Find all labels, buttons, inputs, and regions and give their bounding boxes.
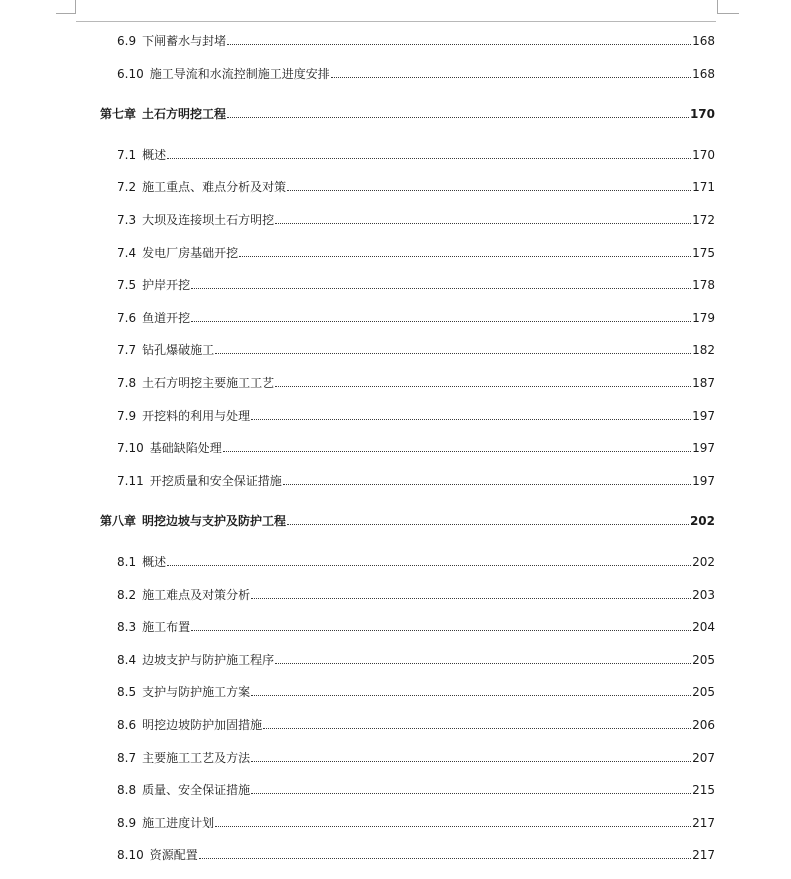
toc-entry-number: 7.2 xyxy=(117,180,137,194)
toc-section-entry[interactable] xyxy=(117,714,715,732)
toc-page-number: 202 xyxy=(689,514,715,528)
toc-dot-leader xyxy=(287,523,689,525)
toc-entry-title: 开挖料的利用与处理 xyxy=(142,409,251,423)
toc-page-number: 197 xyxy=(692,474,715,488)
toc-entry-title: 概述 xyxy=(142,148,167,162)
toc-entry-title: 发电厂房基础开挖 xyxy=(142,246,239,260)
toc-page-number: 197 xyxy=(692,409,715,423)
toc-chapter-entry[interactable] xyxy=(100,103,715,121)
toc-entry-number: 6.9 xyxy=(117,34,137,48)
toc-dot-leader xyxy=(287,189,691,191)
toc-entry-title: 鱼道开挖 xyxy=(142,311,191,325)
toc-entry-title: 施工布置 xyxy=(142,620,191,634)
toc-page-number: 168 xyxy=(692,67,715,81)
toc-dot-leader xyxy=(215,352,691,354)
toc-entry-number: 8.10 xyxy=(117,848,144,862)
toc-entry-number: 8.8 xyxy=(117,783,137,797)
toc-page-number: 197 xyxy=(692,441,715,455)
toc-page-number: 175 xyxy=(692,246,715,260)
toc-entry-title: 护岸开挖 xyxy=(142,278,191,292)
toc-section-entry[interactable] xyxy=(117,372,715,390)
toc-page-number: 168 xyxy=(692,34,715,48)
toc-section-entry[interactable] xyxy=(117,209,715,227)
toc-section-entry[interactable] xyxy=(117,405,715,423)
toc-entry-title: 开挖质量和安全保证措施 xyxy=(149,474,282,488)
toc-page-number: 206 xyxy=(692,718,715,732)
toc-entry-title: 明挖边坡防护加固措施 xyxy=(142,718,263,732)
toc-page-number: 215 xyxy=(692,783,715,797)
crop-mark-left-h xyxy=(56,13,75,14)
toc-dot-leader xyxy=(275,662,691,664)
toc-entry-number: 7.10 xyxy=(117,441,144,455)
toc-dot-leader xyxy=(251,418,691,420)
toc-dot-leader xyxy=(191,629,691,631)
toc-page-number: 172 xyxy=(692,213,715,227)
toc-entry-title: 土石方明挖主要施工工艺 xyxy=(142,376,275,390)
toc-entry-title: 土石方明挖工程 xyxy=(142,107,227,121)
toc-page-number: 217 xyxy=(692,848,715,862)
toc-section-entry[interactable] xyxy=(117,551,715,569)
toc-entry-title: 资源配置 xyxy=(149,848,198,862)
crop-mark-right-h xyxy=(717,13,739,14)
toc-entry-number: 7.8 xyxy=(117,376,137,390)
toc-entry-number: 第八章 xyxy=(100,514,137,528)
toc-dot-leader xyxy=(331,76,691,78)
toc-entry-title: 下闸蓄水与封堵 xyxy=(142,34,227,48)
toc-dot-leader xyxy=(191,320,691,322)
toc-dot-leader xyxy=(167,564,691,566)
toc-entry-number: 8.7 xyxy=(117,751,137,765)
toc-page-number: 205 xyxy=(692,685,715,699)
toc-entry-number: 8.2 xyxy=(117,588,137,602)
toc-dot-leader xyxy=(199,857,691,859)
toc-dot-leader xyxy=(167,157,691,159)
toc-entry-number: 第七章 xyxy=(100,107,137,121)
toc-entry-number: 7.4 xyxy=(117,246,137,260)
toc-entry-number: 7.6 xyxy=(117,311,137,325)
toc-section-entry[interactable] xyxy=(117,30,715,48)
toc-dot-leader xyxy=(239,255,691,257)
toc-page-number: 187 xyxy=(692,376,715,390)
toc-section-entry[interactable] xyxy=(117,307,715,325)
toc-dot-leader xyxy=(283,483,691,485)
toc-entry-number: 8.1 xyxy=(117,555,137,569)
toc-entry-number: 6.10 xyxy=(117,67,144,81)
toc-dot-leader xyxy=(223,450,691,452)
toc-section-entry[interactable] xyxy=(117,779,715,797)
toc-page-number: 170 xyxy=(689,107,715,121)
toc-entry-title: 概述 xyxy=(142,555,167,569)
toc-dot-leader xyxy=(251,694,691,696)
toc-section-entry[interactable] xyxy=(117,176,715,194)
toc-section-entry[interactable] xyxy=(117,844,715,862)
toc-section-entry[interactable] xyxy=(117,681,715,699)
toc-page-number: 205 xyxy=(692,653,715,667)
toc-section-entry[interactable] xyxy=(117,470,715,488)
toc-dot-leader xyxy=(251,760,691,762)
toc-entry-number: 7.1 xyxy=(117,148,137,162)
toc-page-number: 217 xyxy=(692,816,715,830)
toc-entry-title: 施工难点及对策分析 xyxy=(142,588,251,602)
toc-page-number: 202 xyxy=(692,555,715,569)
toc-dot-leader xyxy=(227,43,691,45)
toc-dot-leader xyxy=(263,727,691,729)
toc-entry-title: 施工导流和水流控制施工进度安排 xyxy=(149,67,330,81)
toc-section-entry[interactable] xyxy=(117,437,715,455)
toc-section-entry[interactable] xyxy=(117,616,715,634)
toc-section-entry[interactable] xyxy=(117,812,715,830)
toc-entry-number: 8.4 xyxy=(117,653,137,667)
toc-page-number: 204 xyxy=(692,620,715,634)
toc-entry-number: 7.5 xyxy=(117,278,137,292)
toc-entry-title: 边坡支护与防护施工程序 xyxy=(142,653,275,667)
toc-entry-number: 8.5 xyxy=(117,685,137,699)
toc-dot-leader xyxy=(215,825,691,827)
crop-mark-right xyxy=(717,0,718,14)
toc-section-entry[interactable] xyxy=(117,584,715,602)
toc-section-entry[interactable] xyxy=(117,649,715,667)
page-top-border xyxy=(76,21,716,22)
toc-entry-title: 基础缺陷处理 xyxy=(149,441,222,455)
toc-page-number: 207 xyxy=(692,751,715,765)
toc-entry-title: 质量、安全保证措施 xyxy=(142,783,251,797)
toc-section-entry[interactable] xyxy=(117,63,715,81)
toc-entry-title: 施工进度计划 xyxy=(142,816,215,830)
toc-dot-leader xyxy=(275,385,691,387)
toc-entry-number: 7.3 xyxy=(117,213,137,227)
toc-entry-title: 大坝及连接坝土石方明挖 xyxy=(142,213,275,227)
toc-section-entry[interactable] xyxy=(117,274,715,292)
toc-page-number: 182 xyxy=(692,343,715,357)
toc-page-number: 171 xyxy=(692,180,715,194)
toc-dot-leader xyxy=(275,222,691,224)
toc-chapter-entry[interactable] xyxy=(100,510,715,528)
toc-entry-title: 施工重点、难点分析及对策 xyxy=(142,180,287,194)
toc-entry-number: 8.3 xyxy=(117,620,137,634)
toc-entry-title: 钻孔爆破施工 xyxy=(142,343,215,357)
toc-entry-number: 7.11 xyxy=(117,474,144,488)
toc-entry-title: 主要施工工艺及方法 xyxy=(142,751,251,765)
toc-page-number: 170 xyxy=(692,148,715,162)
toc-page-number: 179 xyxy=(692,311,715,325)
toc-entry-number: 8.6 xyxy=(117,718,137,732)
toc-section-entry[interactable] xyxy=(117,144,715,162)
toc-page-number: 178 xyxy=(692,278,715,292)
crop-mark-left xyxy=(75,0,76,14)
toc-entry-number: 7.7 xyxy=(117,343,137,357)
toc-entry-number: 7.9 xyxy=(117,409,137,423)
toc-dot-leader xyxy=(251,597,691,599)
toc-section-entry[interactable] xyxy=(117,747,715,765)
toc-dot-leader xyxy=(251,792,691,794)
toc-page-number: 203 xyxy=(692,588,715,602)
toc-entry-number: 8.9 xyxy=(117,816,137,830)
toc-dot-leader xyxy=(191,287,691,289)
toc-section-entry[interactable] xyxy=(117,242,715,260)
toc-section-entry[interactable] xyxy=(117,339,715,357)
toc-entry-title: 支护与防护施工方案 xyxy=(142,685,251,699)
toc-dot-leader xyxy=(227,116,689,118)
toc-entry-title: 明挖边坡与支护及防护工程 xyxy=(142,514,287,528)
